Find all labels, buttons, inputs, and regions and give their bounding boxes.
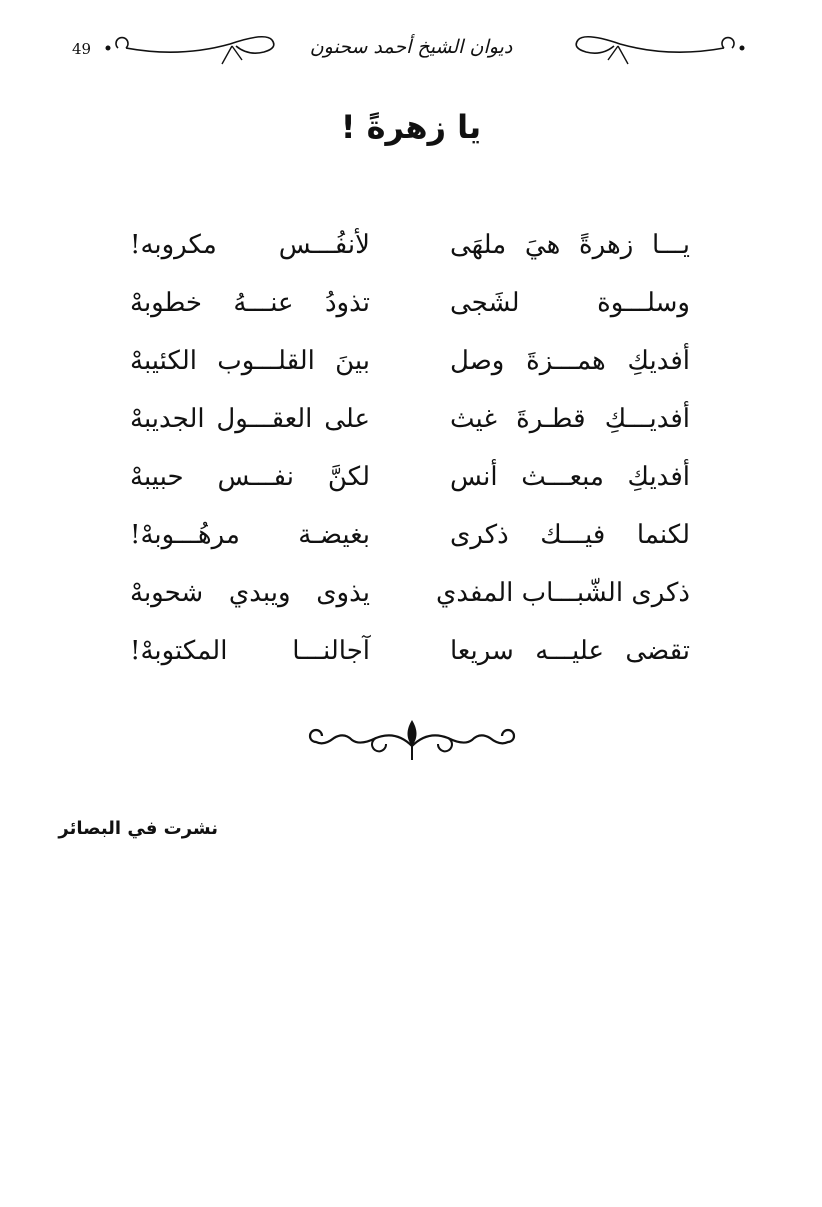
poem-title: يا زهرةً ! — [340, 108, 482, 146]
verse-second-hemistich: لأنفُـــس مكروبه! — [130, 230, 370, 260]
verse-row — [130, 230, 690, 270]
verse-row — [130, 346, 690, 386]
verse-first-hemistich: أفديكِ همـــزةَ وصل — [450, 346, 690, 376]
verse-row — [130, 520, 690, 560]
verse-second-hemistich: آجالنـــا المكتوبهْ! — [130, 636, 370, 666]
verse-row — [130, 404, 690, 444]
running-header-title: ديوان الشيخ أحمد سحنون — [309, 36, 513, 58]
verse-first-hemistich: لكنما فيـــك ذكرى — [450, 520, 690, 550]
verse-row — [130, 288, 690, 328]
verse-first-hemistich: أفديـــكِ قطـرةَ غيث — [450, 404, 690, 434]
header-ornament-right-icon — [570, 30, 750, 70]
verse-first-hemistich: وسلـــوة لشَجى — [450, 288, 690, 318]
verse-second-hemistich: لكنَّ نفـــس حبيبهْ — [130, 462, 370, 492]
page-number: 49 — [72, 40, 92, 58]
verse-first-hemistich: ذكرى الشّبـــاب المفدي — [436, 578, 690, 608]
verse-second-hemistich: تذودُ عنـــهُ خطوبهْ — [130, 288, 370, 318]
verse-first-hemistich: يـــا زهرةً هيَ ملهَى — [450, 230, 690, 260]
verse-second-hemistich: بغيضـة مرهُـــوبهْ! — [130, 520, 370, 550]
header-ornament-left-icon — [100, 30, 280, 70]
verse-second-hemistich: يذوى ويبدي شحوبهْ — [130, 578, 370, 608]
verse-second-hemistich: على العقـــول الجديبهْ — [130, 404, 370, 434]
verse-second-hemistich: بينَ القلـــوب الكئيبهْ — [130, 346, 370, 376]
divider-ornament-icon — [306, 716, 518, 766]
verse-first-hemistich: تقضى عليـــه سريعا — [450, 636, 690, 666]
footnote: نشرت في البصائر — [58, 818, 218, 839]
verse-row — [130, 578, 690, 618]
verse-first-hemistich: أفديكِ مبعـــث أنس — [450, 462, 690, 492]
verse-row — [130, 636, 690, 676]
verse-row — [130, 462, 690, 502]
